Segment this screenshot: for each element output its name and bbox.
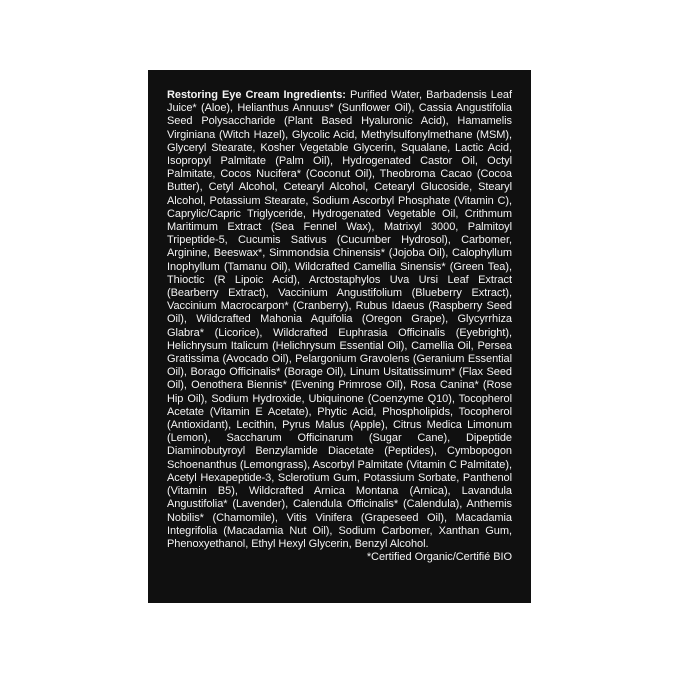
- ingredients-paragraph: [167, 89, 512, 564]
- certification-note: *Certified Organic/Certifié BIO: [366, 551, 512, 564]
- ingredients-label-panel: [148, 70, 531, 603]
- ingredients-text: Purified Water, Barbadensis Leaf Juice* (Aloe), Helianthus Annuus* (Sunflower Oil), Cassia Angustifolia Seed Polysaccharide (Plant Based Hyaluronic Acid), Hamamelis Virginiana (Witch Hazel), Glycolic Acid, Methylsulfonylmethane (MSM), Glyceryl Stearate, Kosher Vegetable Glycerin, Squalane, Lactic Acid, Isopropyl Palmitate (Palm Oil), Hydrogenated Castor Oil, Octyl Palmitate, Cocos Nucifera* (Coconut Oil), Theobroma Cacao (Cocoa Butter), Cetyl Alcohol, Cetearyl Alcohol, Cetearyl Glucoside, Stearyl Alcohol, Potassium Stearate, Sodium Ascorbyl Phosphate (Vitamin C), Caprylic/Capric Triglyceride, Hydrogenated Vegetable Oil, Crithmum Maritimum Extract (Sea Fennel Wax), Matrixyl 3000, Palmitoyl Tripeptide-5, Cucumis Sativus (Cucumber Hydrosol), Carbomer, Arginine, Beeswax*, Simmondsia Chinensis* (Jojoba Oil), Calophyllum Inophyllum (Tamanu Oil), Wildcrafted Camellia Sinensis* (Green Tea), Thioctic (R Lipoic Acid), Arctostaphylos Uva Ursi Leaf Extract (Bearberry Extract), Vaccinium Angustifolium (Blueberry Extract), Vaccinium Macrocarpon* (Cranberry), Rubus Idaeus (Raspberry Seed Oil), Wildcrafted Mahonia Aquifolia (Oregon Grape), Glycyrrhiza Glabra* (Licorice), Wildcrafted Euphrasia Officinalis (Eyebright), Helichrysum Italicum (Helichrysum Essential Oil), Camellia Oil, Persea Gratissima (Avocado Oil), Pelargonium Gravolens (Geranium Essential Oil), Borago Officinalis* (Borage Oil), Linum Usitatissimum* (Flax Seed Oil), Oenothera Biennis* (Evening Primrose Oil), Rosa Canina* (Rose Hip Oil), Sodium Hydroxide, Ubiquinone (Coenzyme Q10), Tocopherol Acetate (Vitamin E Acetate), Phytic Acid, Phospholipids, Tocopherol (Antioxidant), Lecithin, Pyrus Malus (Apple), Citrus Medica Limonum (Lemon), Saccharum Officinarum (Sugar Cane), Dipeptide Diaminobutyroyl Benzylamide Diacetate (Peptides), Cymbopogon Schoenanthus (Lemongrass), Ascorbyl Palmitate (Vitamin C Palmitate), Acetyl Hexapeptide-3, Sclerotium Gum, Potassium Sorbate, Panthenol (Vitamin B5), Wildcrafted Arnica Montana (Arnica), Lavandula Angustifolia* (Lavender), Calendula Officinalis* (Calendula), Anthemis Nobilis* (Chamomile), Vitis Vinifera (Grapeseed Oil), Macadamia Integrifolia (Macadamia Nut Oil), Sodium Carbomer, Xanthan Gum, Phenoxyethanol, Ethyl Hexyl Glycerin, Benzyl Alcohol.: [167, 89, 512, 550]
- ingredients-heading: Restoring Eye Cream Ingredients:: [167, 89, 346, 101]
